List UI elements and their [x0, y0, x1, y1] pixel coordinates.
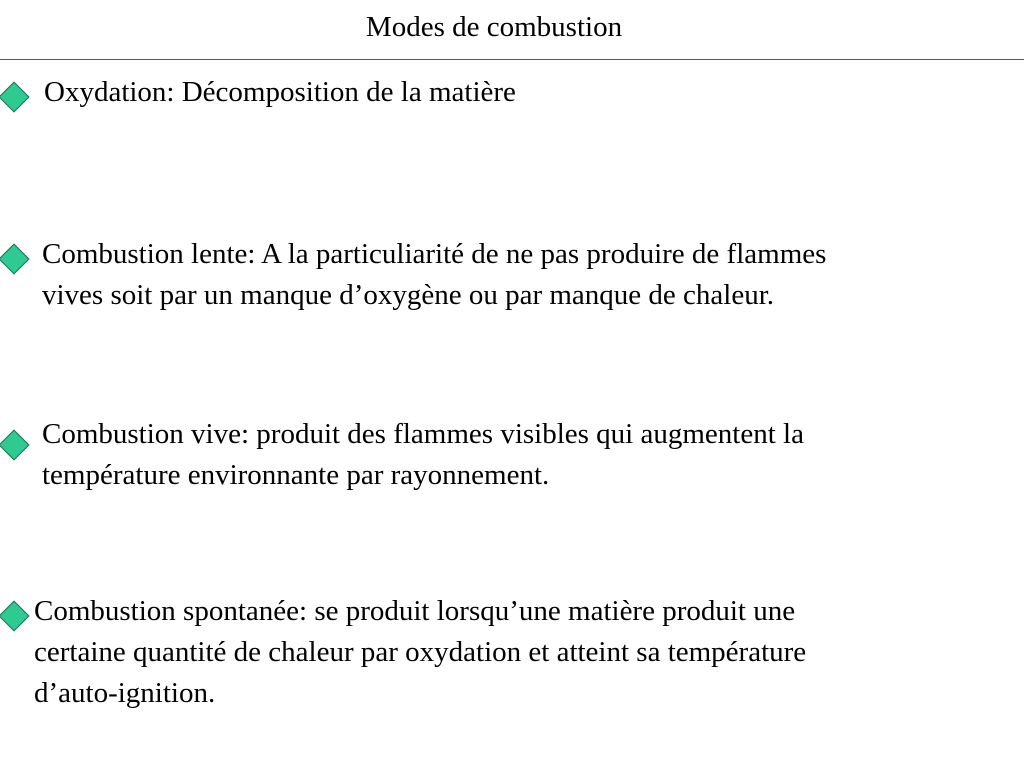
bullet-line: d’auto-ignition.	[34, 677, 216, 709]
diamond-bullet-icon	[0, 429, 30, 460]
diamond-bullet-icon	[0, 243, 30, 274]
bullet-line: Combustion lente: A la particuliarité de ne pas produire de flammes	[42, 238, 827, 270]
bullet-line: Combustion vive: produit des flammes visibles qui augmentent la	[42, 418, 804, 450]
title-divider	[0, 59, 1024, 60]
bullet-text	[42, 414, 804, 496]
diamond-bullet-icon	[0, 81, 30, 112]
bullet-text	[42, 234, 826, 316]
bullet-line: Combustion spontanée: se produit lorsqu’une matière produit une	[34, 595, 796, 627]
bullet-line: Oxydation: Décomposition de la matière	[44, 76, 516, 108]
diamond-bullet-icon	[0, 600, 30, 631]
slide-title: Modes de combustion	[365, 11, 623, 43]
bullet-text	[34, 591, 806, 714]
bullet-line: température environnante par rayonnement.	[42, 459, 550, 491]
bullet-line: certaine quantité de chaleur par oxydation et atteint sa température	[34, 636, 807, 668]
bullet-text	[44, 72, 516, 113]
bullet-line: vives soit par un manque d’oxygène ou par manque de chaleur.	[42, 279, 775, 311]
